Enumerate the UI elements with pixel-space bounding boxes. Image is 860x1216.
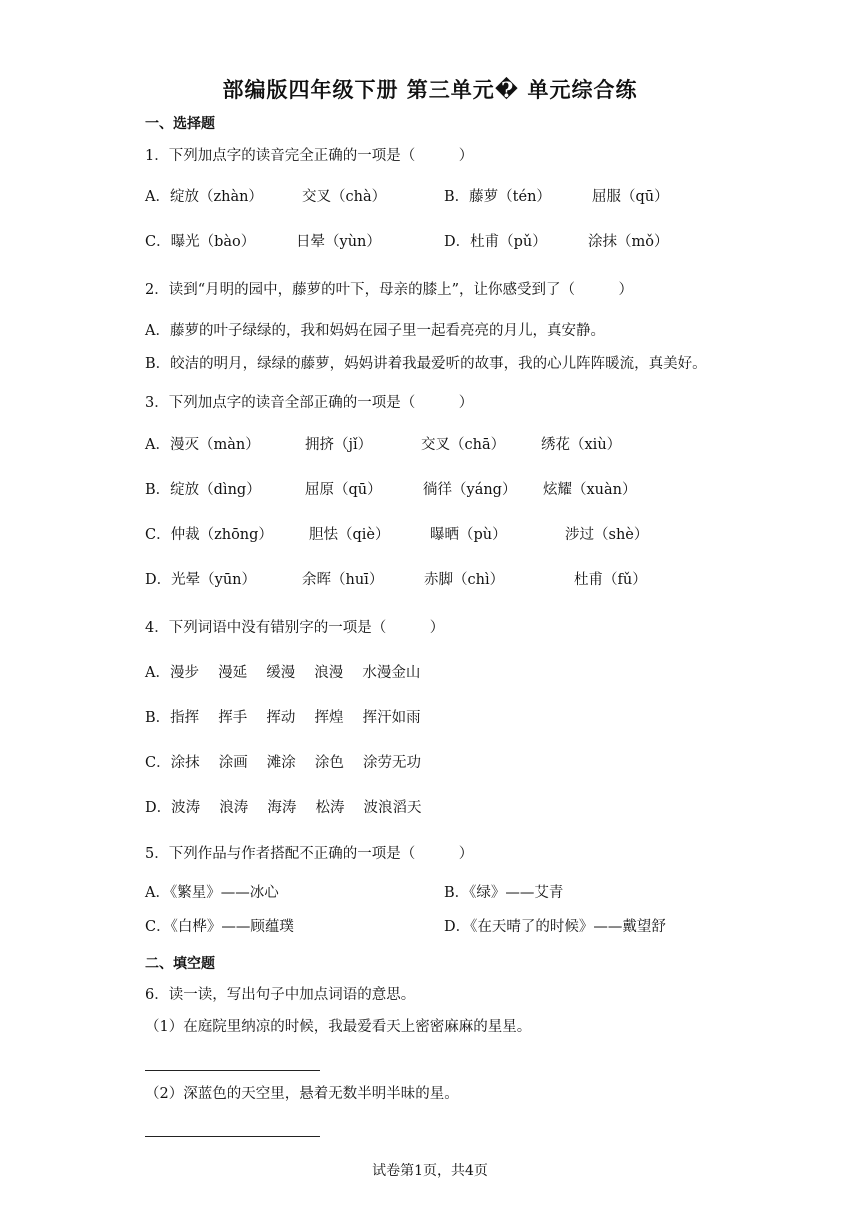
q5-option-d: D．《在天晴了的时候》——戴望舒 [444,919,666,935]
q6-sentence-2: （2）深蓝色的天空里，悬着无数半明半昧的星。 [145,1086,459,1102]
q3-b-4: 炫耀（xuàn） [543,482,637,498]
section-heading-choice: 一、选择题 [145,116,215,132]
q3-a-4: 绣花（xiù） [541,437,622,453]
question-3-stem: 3．下列加点字的读音全部正确的一项是（ ） [145,395,474,411]
question-4-stem: 4．下列词语中没有错别字的一项是（ ） [145,620,445,636]
q1-option-d-1: D．杜甫（pǔ） [444,234,547,250]
q3-d-3: 赤脚（chì） [424,572,505,588]
q1-option-b-2: 屈服（qū） [592,189,669,205]
q6-sentence-1: （1）在庭院里纳凉的时候，我最爱看天上密密麻麻的星星。 [145,1019,532,1035]
q3-a-2: 拥挤（jǐ） [305,437,373,453]
q3-c-1: C．仲裁（zhōng） [145,527,273,543]
question-6-stem: 6．读一读，写出句子中加点词语的意思。 [145,987,416,1003]
q3-c-2: 胆怯（qiè） [309,527,390,543]
q1-option-a-2: 交叉（chà） [302,189,387,205]
q4-option-a: A．漫步 漫延 缓漫 浪漫 水漫金山 [145,665,421,681]
answer-line-2[interactable] [145,1136,320,1137]
q3-a-1: A．漫灭（màn） [145,437,260,453]
q3-b-2: 屈原（qū） [305,482,382,498]
q3-d-2: 余晖（huī） [302,572,384,588]
q4-option-b: B．指挥 挥手 挥动 挥煌 挥汗如雨 [145,710,421,726]
q1-option-a-1: A．绽放（zhàn） [145,189,263,205]
answer-line-1[interactable] [145,1070,320,1071]
q4-option-d: D．波涛 浪涛 海涛 松涛 波浪滔天 [145,800,422,816]
q3-d-4: 杜甫（fǔ） [574,572,647,588]
q3-d-1: D．光晕（yūn） [145,572,256,588]
q2-option-a: A．藤萝的叶子绿绿的，我和妈妈在园子里一起看亮亮的月儿，真安静。 [145,323,605,339]
q5-option-a: A．《繁星》——冰心 [145,885,279,901]
page-footer: 试卷第1页，共4页 [372,1163,488,1179]
q1-option-c-1: C．曝光（bào） [145,234,256,250]
question-1-stem: 1．下列加点字的读音完全正确的一项是（ ） [145,148,474,164]
q4-option-c: C．涂抹 涂画 滩涂 涂色 涂劳无功 [145,755,422,771]
q3-c-4: 涉过（shè） [565,527,649,543]
question-5-stem: 5．下列作品与作者搭配不正确的一项是（ ） [145,846,474,862]
question-2-stem: 2．读到“月明的园中，藤萝的叶下，母亲的膝上”，让你感受到了（ ） [145,282,634,298]
q3-c-3: 曝晒（pù） [430,527,507,543]
q1-option-b-1: B．藤萝（tén） [444,189,551,205]
q5-option-c: C．《白桦》——顾蕴璞 [145,919,294,935]
page-title: 部编版四年级下册 第三单元� 单元综合练 [222,77,638,102]
q3-a-3: 交叉（chā） [421,437,506,453]
q1-option-c-2: 日晕（yùn） [296,234,381,250]
q1-option-d-2: 涂抹（mǒ） [588,234,669,250]
q3-b-1: B．绽放（dìng） [145,482,261,498]
q2-option-b: B．皎洁的明月，绿绿的藤萝，妈妈讲着我最爱听的故事，我的心儿阵阵暖流，真美好。 [145,356,707,372]
q3-b-3: 徜徉（yáng） [423,482,517,498]
q5-option-b: B．《绿》——艾青 [444,885,564,901]
section-heading-fill: 二、填空题 [145,956,215,972]
